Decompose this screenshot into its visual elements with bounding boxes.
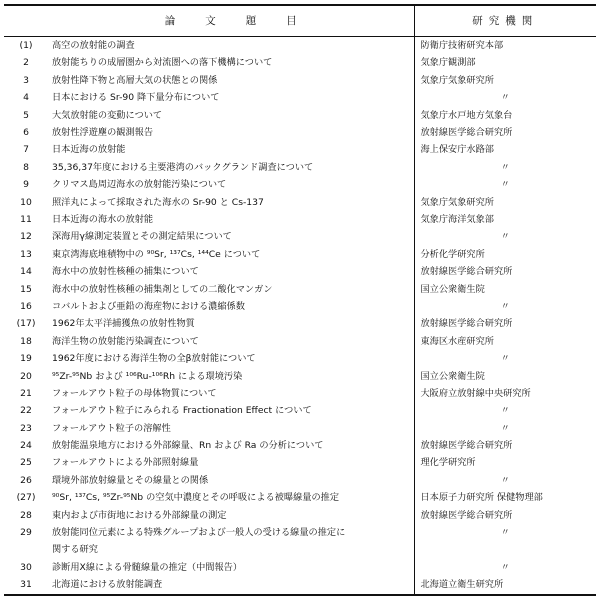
- paper-number: 15: [20, 283, 32, 295]
- table-row: [4, 333, 596, 350]
- paper-title: コバルトおよび亜鉛の海産物における濃縮係数: [52, 300, 245, 312]
- paper-number: 20: [20, 370, 32, 382]
- table-row: [4, 107, 596, 124]
- paper-title: 海水中の放射性核種の捕集について: [52, 266, 199, 278]
- paper-title: 東京湾海底堆積物中の ⁹⁰Sr, ¹³⁷Cs, ¹⁴⁴Ce について: [52, 248, 261, 260]
- institution-name: 東海区水産研究所: [414, 333, 596, 350]
- paper-number: 18: [20, 335, 32, 347]
- institution-name: 海上保安庁水路部: [414, 141, 596, 158]
- paper-number: 29: [20, 527, 32, 539]
- paper-title: 放射能同位元素による特殊グループおよび一般人の受ける線量の推定に: [52, 527, 346, 539]
- paper-number: 25: [20, 457, 32, 469]
- paper-number: 8: [23, 161, 29, 173]
- paper-number: 16: [20, 300, 32, 312]
- table-row: [4, 489, 596, 506]
- table-row: [4, 420, 596, 437]
- paper-title: 1962年度における海洋生物の全β放射能について: [52, 353, 256, 365]
- institution-name: [414, 541, 596, 558]
- institution-name: 放射線医学総合研究所: [414, 263, 596, 280]
- table-row: [4, 194, 596, 211]
- paper-title: ⁹⁵Zr-⁹⁵Nb および ¹⁰⁶Ru-¹⁰⁶Rh による環境汚染: [52, 370, 243, 382]
- paper-title: フォールアウトによる外部照射線量: [52, 457, 199, 469]
- paper-title: 海水中の放射性核種の捕集剤としての二酸化マンガン: [52, 283, 273, 295]
- table-row: [4, 524, 596, 541]
- table-row: [4, 576, 596, 594]
- institution-name: 〃: [414, 472, 596, 489]
- table-row: [4, 89, 596, 106]
- institution-name: 放射線医学総合研究所: [414, 124, 596, 141]
- header-number-cell: [4, 5, 48, 37]
- table-header-row: [4, 5, 596, 37]
- table-row: [4, 72, 596, 89]
- table-row: [4, 472, 596, 489]
- table-row: [4, 507, 596, 524]
- paper-title: 関する研究: [52, 544, 98, 556]
- paper-number: 13: [20, 248, 32, 260]
- table-row: [4, 385, 596, 402]
- table-row: [4, 402, 596, 419]
- paper-title: 日本における Sr-90 降下量分布について: [52, 92, 220, 104]
- paper-title: 放射性浮遊塵の観測報告: [52, 127, 154, 139]
- institution-name: 〃: [414, 228, 596, 245]
- paper-title: 放射能ちりの成層圏から対流圏への落下機構について: [52, 57, 273, 69]
- paper-number: 4: [23, 92, 29, 104]
- paper-title: クリマス島周辺海水の放射能汚染について: [52, 179, 227, 191]
- paper-number: 23: [20, 422, 32, 434]
- institution-name: 大阪府立放射線中央研究所: [414, 385, 596, 402]
- institution-name: 北海道立衛生研究所: [414, 576, 596, 594]
- paper-title: 深海用γ線測定装置とその測定結果について: [52, 231, 232, 243]
- paper-number: 14: [20, 266, 32, 278]
- paper-number: 19: [20, 353, 32, 365]
- institution-name: 放射線医学総合研究所: [414, 315, 596, 332]
- paper-title: 診断用X線による骨髄線量の推定（中間報告）: [52, 561, 243, 573]
- institution-name: 〃: [414, 176, 596, 193]
- paper-title: 環境外部放射線量とその線量との関係: [52, 474, 209, 486]
- paper-title: 大気放射能の変動について: [52, 109, 163, 121]
- paper-list-document: [4, 4, 596, 596]
- paper-number: 11: [20, 214, 32, 225]
- paper-number: (1): [19, 40, 33, 52]
- paper-list-table: [4, 4, 596, 596]
- table-row: [4, 176, 596, 193]
- paper-number: 12: [20, 231, 32, 243]
- institution-name: 理化学研究所: [414, 454, 596, 471]
- paper-number: 30: [20, 561, 32, 573]
- institution-name: 〃: [414, 524, 596, 541]
- table-row: [4, 280, 596, 297]
- paper-number: 3: [23, 74, 29, 86]
- paper-title: 海洋生物の放射能汚染調査について: [52, 335, 199, 347]
- paper-number: 22: [20, 405, 32, 417]
- institution-name: 〃: [414, 559, 596, 576]
- table-row: [4, 37, 596, 55]
- paper-title: 放射性降下物と高層大気の状態との関係: [52, 74, 218, 86]
- paper-title: 高空の放射能の調査: [52, 40, 135, 52]
- paper-title: フォールアウト粒子の母体物質について: [52, 387, 217, 399]
- paper-number: 28: [20, 509, 32, 521]
- paper-number: 9: [23, 179, 29, 191]
- institution-name: 〃: [414, 89, 596, 106]
- paper-number: 10: [20, 196, 32, 208]
- paper-number: 24: [20, 440, 32, 452]
- header-title-cell: 論文題目: [48, 5, 414, 37]
- paper-number: 26: [20, 474, 32, 486]
- institution-name: 気象庁気象研究所: [414, 194, 596, 211]
- table-row: [4, 350, 596, 367]
- table-row: [4, 159, 596, 176]
- institution-name: 気象庁水戸地方気象台: [414, 107, 596, 124]
- table-row: [4, 228, 596, 245]
- table-row: [4, 559, 596, 576]
- institution-name: 国立公衆衛生院: [414, 367, 596, 384]
- institution-name: 放射線医学総合研究所: [414, 507, 596, 524]
- table-row: [4, 141, 596, 158]
- paper-title: 日本近海の海水の放射能: [52, 214, 154, 225]
- institution-name: 〃: [414, 402, 596, 419]
- paper-title: フォールアウト粒子の溶解性: [52, 422, 171, 434]
- paper-title: 照洋丸によって採取された海水の Sr-90 と Cs-137: [52, 196, 264, 208]
- institution-name: 国立公衆衛生院: [414, 280, 596, 297]
- table-row: [4, 454, 596, 471]
- institution-name: 防衛庁技術研究本部: [414, 37, 596, 55]
- institution-name: 気象庁海洋気象部: [414, 211, 596, 228]
- paper-title: ⁹⁰Sr, ¹³⁷Cs, ⁹⁵Zr-⁹⁵Nb の空気中濃度とその呼吸による被曝線量の推定: [52, 492, 339, 504]
- paper-number: (27): [16, 492, 36, 504]
- table-body: [4, 37, 596, 595]
- paper-title: 日本近海の放射能: [52, 144, 126, 156]
- institution-name: 〃: [414, 420, 596, 437]
- table-row: [4, 298, 596, 315]
- table-row: [4, 367, 596, 384]
- paper-title: 北海道における放射能調査: [48, 576, 414, 594]
- table-row: [4, 315, 596, 332]
- paper-number: [4, 541, 48, 558]
- paper-title: 1962年太平洋捕獲魚の放射性物質: [52, 318, 195, 330]
- table-row: [4, 437, 596, 454]
- table-row: [4, 263, 596, 280]
- paper-title: 35,36,37年度における主要港湾のバックグランド調査について: [52, 161, 314, 173]
- paper-number: (17): [16, 318, 36, 330]
- paper-number: 21: [20, 387, 32, 399]
- institution-name: 〃: [414, 298, 596, 315]
- institution-name: 気象庁観測部: [414, 54, 596, 71]
- table-row: [4, 124, 596, 141]
- table-row: [4, 541, 596, 558]
- paper-title: フォールアウト粒子にみられる Fractionation Effect について: [52, 405, 312, 417]
- paper-number: 31: [4, 576, 48, 594]
- institution-name: 放射線医学総合研究所: [414, 437, 596, 454]
- paper-title: 東内および市街地における外部線量の測定: [52, 509, 227, 521]
- institution-name: 分析化学研究所: [414, 246, 596, 263]
- institution-name: 〃: [414, 159, 596, 176]
- paper-number: 5: [23, 109, 29, 121]
- table-row: [4, 246, 596, 263]
- paper-title: 放射能温泉地方における外部線量、Rn および Ra の分析について: [52, 440, 324, 452]
- paper-number: 2: [23, 57, 29, 69]
- institution-name: 〃: [414, 350, 596, 367]
- header-institution-cell: 研究機関: [414, 5, 596, 37]
- table-row: [4, 54, 596, 71]
- institution-name: 日本原子力研究所 保健物理部: [414, 489, 596, 506]
- paper-number: 6: [23, 127, 29, 139]
- table-row: [4, 211, 596, 228]
- institution-name: 気象庁気象研究所: [414, 72, 596, 89]
- paper-number: 7: [23, 144, 29, 156]
